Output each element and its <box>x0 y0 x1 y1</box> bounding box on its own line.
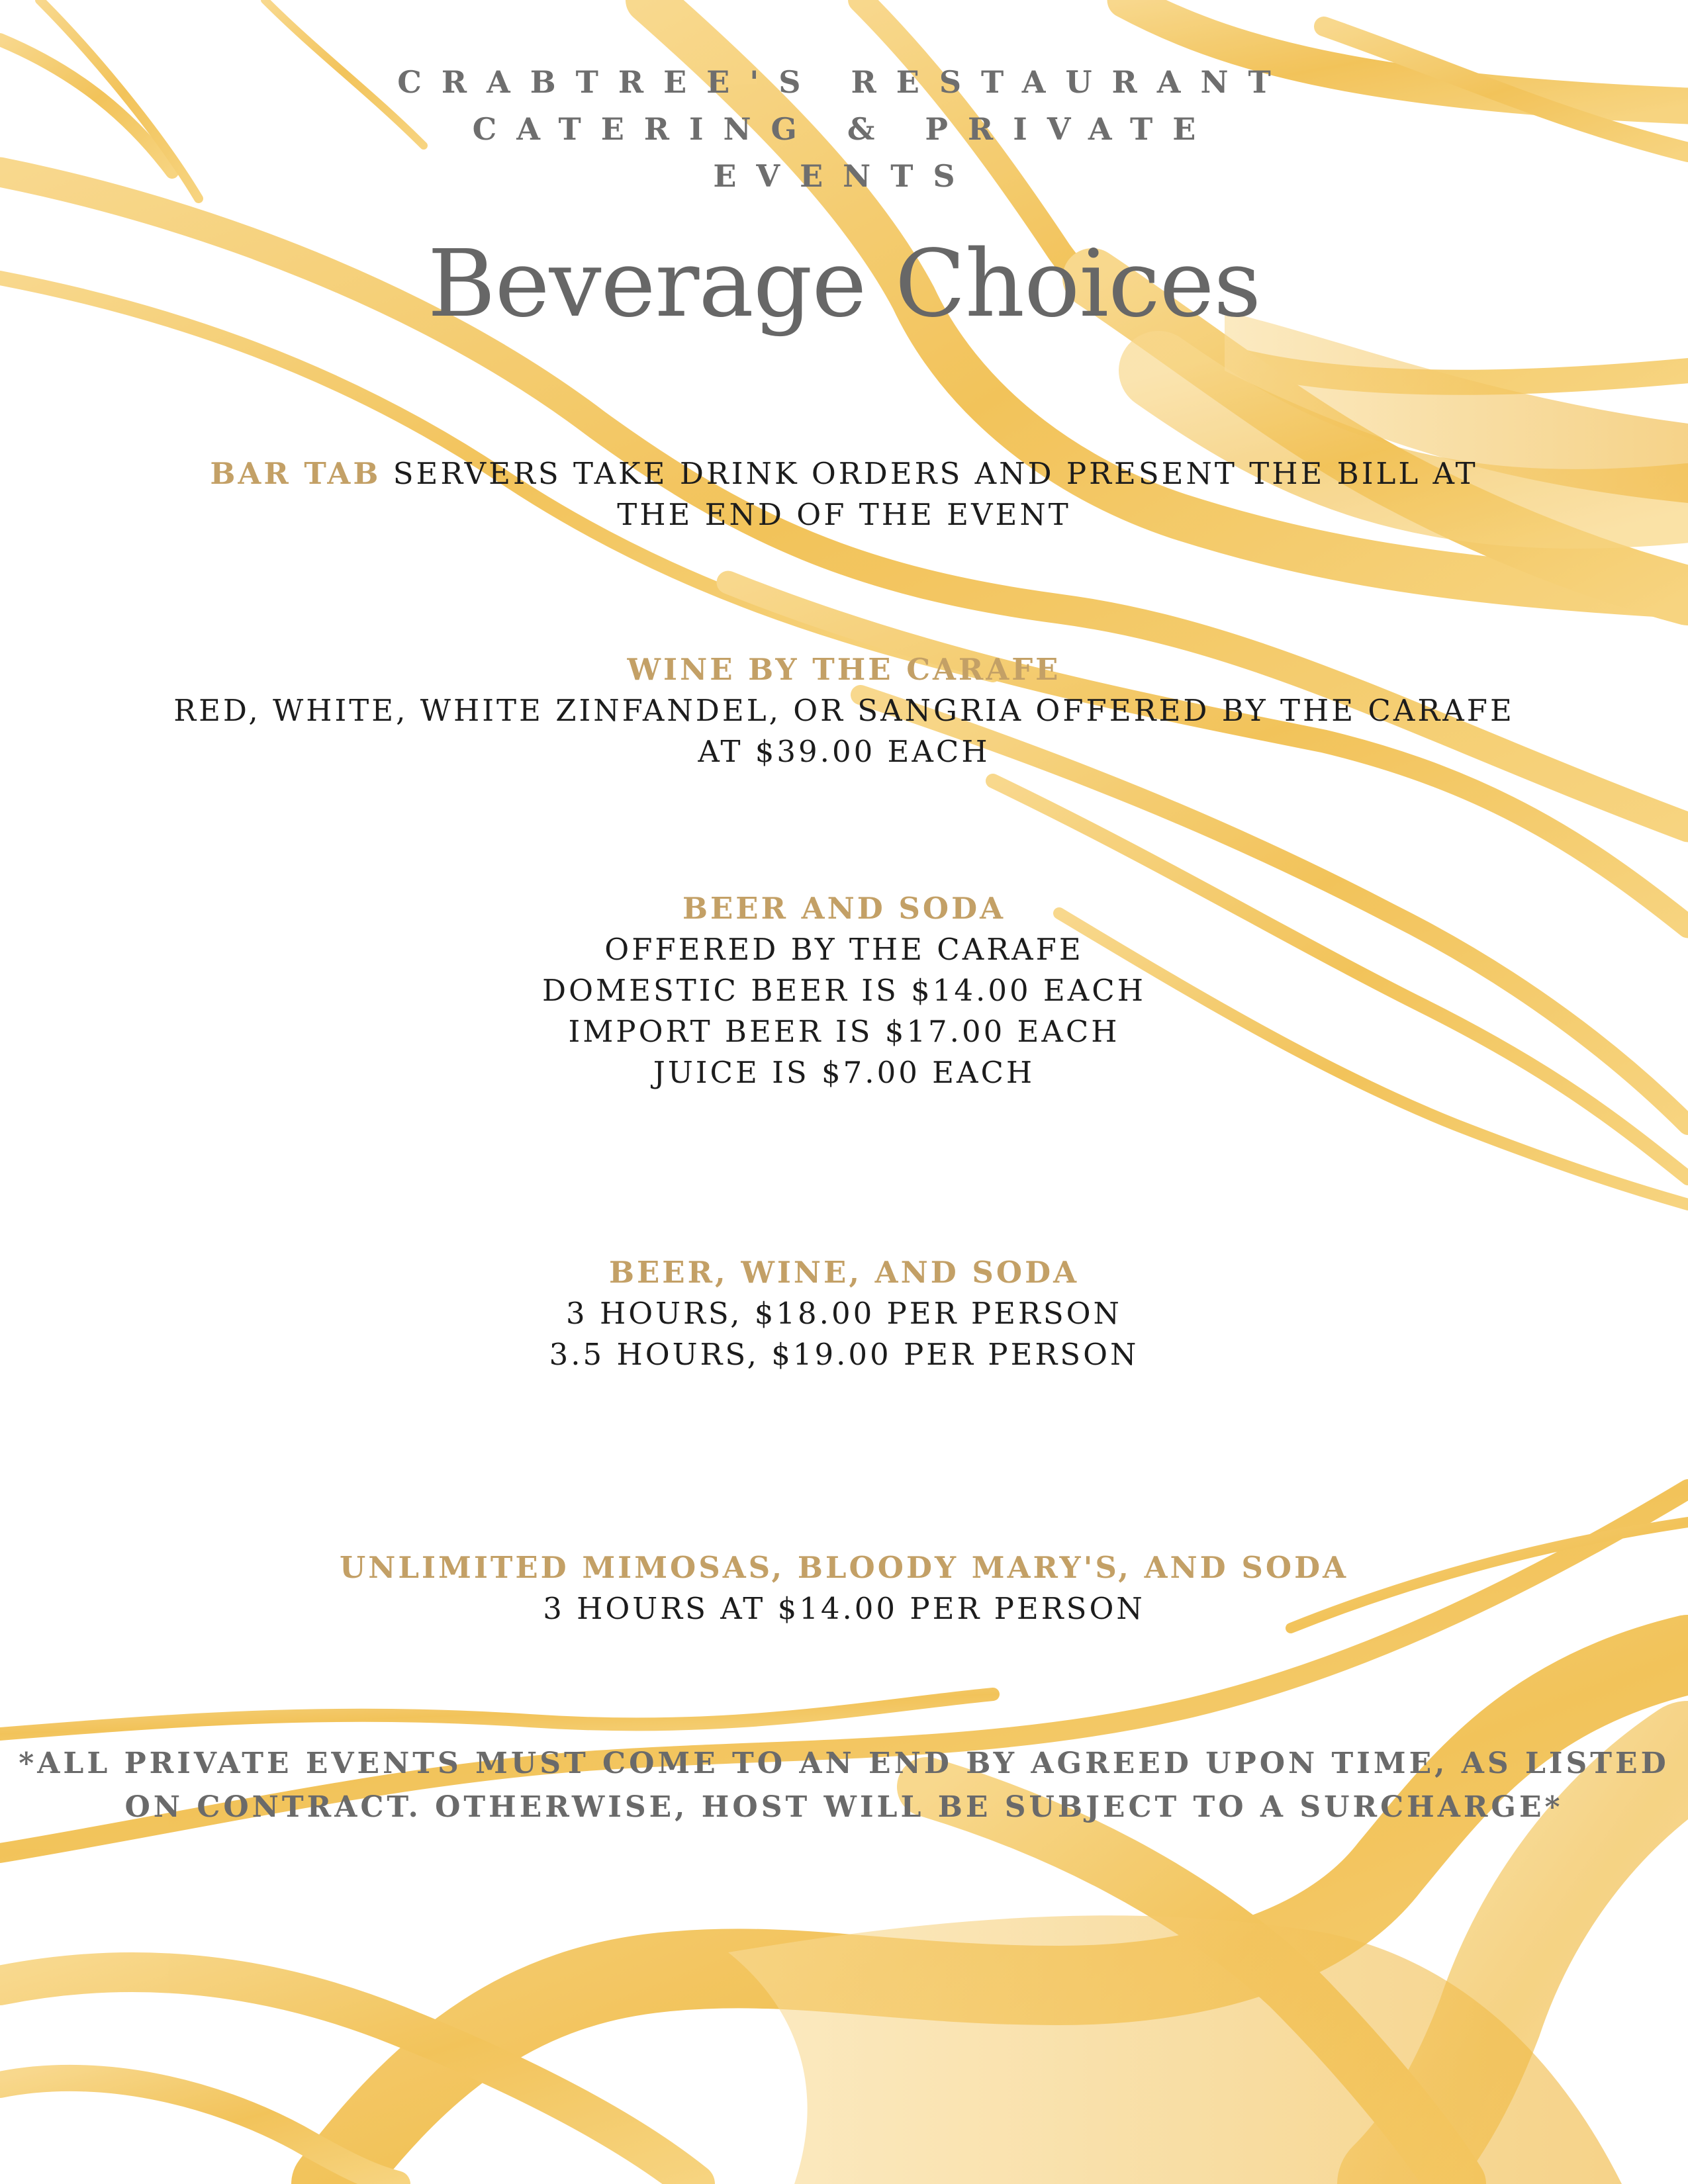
disclaimer-line-2: ON CONTRACT. OTHERWISE, HOST WILL BE SUBJECT TO A SURCHARGE* <box>124 1790 1564 1824</box>
beer-wine-soda-line-1: 3 HOURS, $18.00 PER PERSON <box>566 1296 1122 1331</box>
mimosas-line-1: 3 HOURS AT $14.00 PER PERSON <box>543 1591 1145 1626</box>
header-line-1: CRABTREE'S RESTAURANT <box>397 64 1291 100</box>
bar-tab-line-1 <box>0 453 1688 494</box>
beer-soda-line-4: JUICE IS $7.00 EACH <box>653 1055 1035 1090</box>
bar-tab-label: BAR TAB <box>210 456 381 491</box>
mimosas-title: UNLIMITED MIMOSAS, BLOODY MARY'S, AND SODA <box>339 1550 1349 1585</box>
beer-wine-soda-title: BEER, WINE, AND SODA <box>608 1255 1080 1290</box>
bar-tab-line-2: THE END OF THE EVENT <box>617 497 1071 532</box>
disclaimer-line-1: *ALL PRIVATE EVENTS MUST COME TO AN END BY AGREED UPON TIME, AS LISTED <box>19 1747 1669 1780</box>
bar-tab-text-1: SERVERS TAKE DRINK ORDERS AND PRESENT THE BILL AT <box>381 456 1478 491</box>
header-line-3: EVENTS <box>713 158 975 194</box>
wine-carafe-line-2: AT $39.00 EACH <box>698 734 990 769</box>
page-title: Beverage Choices <box>427 230 1261 338</box>
beer-soda-title: BEER AND SODA <box>682 891 1006 926</box>
beer-soda-line-1: OFFERED BY THE CARAFE <box>604 932 1084 967</box>
wine-carafe-title: WINE BY THE CARAFE <box>627 652 1061 687</box>
wine-carafe-line-1: RED, WHITE, WHITE ZINFANDEL, OR SANGRIA OFFERED BY THE CARAFE <box>173 693 1515 728</box>
beer-soda-line-2: DOMESTIC BEER IS $14.00 EACH <box>542 973 1146 1008</box>
header-line-2: CATERING & PRIVATE <box>472 111 1216 147</box>
beer-wine-soda-line-2: 3.5 HOURS, $19.00 PER PERSON <box>549 1337 1139 1372</box>
beer-soda-line-3: IMPORT BEER IS $17.00 EACH <box>568 1014 1120 1049</box>
